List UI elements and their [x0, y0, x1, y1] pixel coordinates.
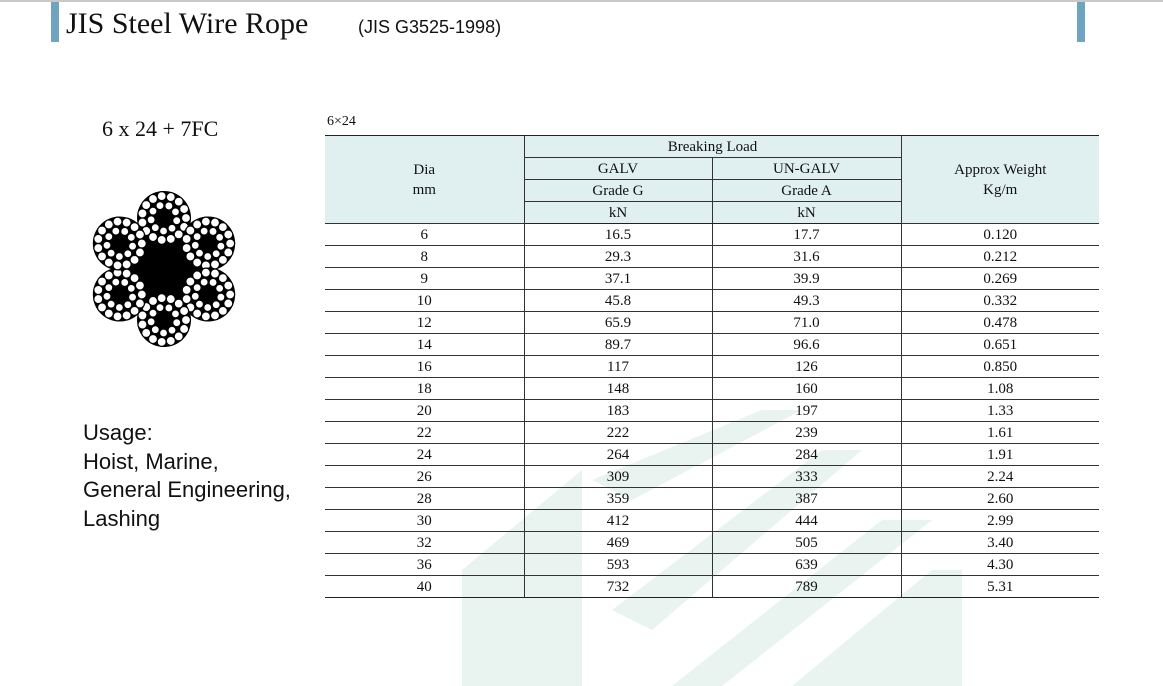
dia-cell: 24 — [325, 444, 524, 466]
weight-cell: 1.91 — [901, 444, 1099, 466]
outer-wire-shape — [157, 235, 166, 244]
ungalv-breaking-load-cell: 387 — [712, 488, 901, 510]
outer-wire-shape — [224, 230, 233, 239]
usage-block — [83, 419, 291, 533]
inner-wire-shape — [115, 303, 123, 311]
inner-wire-shape — [103, 241, 111, 249]
galv-unit-header: kN — [524, 202, 712, 224]
weight-header-unit: Kg/m — [983, 181, 1018, 198]
dia-cell: 26 — [325, 466, 524, 488]
page-title: JIS Steel Wire Rope — [66, 7, 309, 40]
table-row — [325, 532, 1099, 554]
usage-line-2: General Engineering, — [83, 477, 291, 502]
breaking-load-table — [325, 135, 1099, 598]
outer-wire-shape — [138, 320, 147, 329]
inner-wire-shape — [149, 309, 157, 317]
ungalv-breaking-load-cell: 160 — [712, 378, 901, 400]
inner-wire-shape — [171, 208, 179, 216]
inner-wire-shape — [129, 293, 137, 301]
outer-wire-shape — [94, 244, 103, 253]
inner-wire-shape — [129, 242, 137, 250]
outer-wire-shape — [182, 234, 191, 243]
outer-wire-shape — [142, 328, 151, 337]
inner-wire-shape — [107, 249, 115, 257]
outer-wire-shape — [182, 244, 191, 253]
outer-wire-shape — [180, 307, 189, 316]
table-row — [325, 400, 1099, 422]
inner-wire-shape — [165, 304, 173, 312]
inner-wire-shape — [168, 326, 176, 334]
table-row — [325, 312, 1099, 334]
weight-cell: 0.120 — [901, 224, 1099, 246]
inner-wire-shape — [160, 227, 168, 235]
ungalv-breaking-load-cell: 31.6 — [712, 246, 901, 268]
table-row — [325, 422, 1099, 444]
outer-wire-shape — [113, 261, 122, 270]
ungalv-breaking-load-cell: 789 — [712, 576, 901, 598]
inner-wire-shape — [191, 292, 199, 300]
outer-wire-shape — [135, 230, 144, 239]
outer-wire-shape — [138, 209, 147, 218]
outer-wire-shape — [98, 303, 107, 312]
weight-cell: 2.60 — [901, 488, 1099, 510]
inner-wire-shape — [171, 310, 179, 318]
inner-wire-shape — [191, 241, 199, 249]
ungalv-breaking-load-cell: 197 — [712, 400, 901, 422]
galv-breaking-load-cell: 37.1 — [524, 268, 712, 290]
ungalv-breaking-load-cell: 39.9 — [712, 268, 901, 290]
inner-wire-shape — [127, 284, 135, 292]
grade-g-header: Grade G — [524, 180, 712, 202]
galv-breaking-load-cell: 183 — [524, 400, 712, 422]
table-body — [325, 224, 1099, 598]
outer-wire-shape — [149, 194, 158, 203]
inner-wire-shape — [168, 224, 176, 232]
inner-wire-shape — [121, 227, 129, 235]
outer-wire-shape — [137, 290, 146, 299]
outer-wire-shape — [193, 220, 202, 229]
inner-wire-shape — [160, 329, 168, 337]
outer-wire-shape — [180, 205, 189, 214]
inner-wire-shape — [216, 284, 224, 292]
outer-wire-shape — [166, 336, 175, 345]
inner-wire-shape — [212, 301, 220, 309]
galv-breaking-load-cell: 65.9 — [524, 312, 712, 334]
inner-wire-shape — [112, 227, 120, 235]
inner-wire-shape — [127, 233, 135, 241]
inner-wire-shape — [195, 300, 203, 308]
outer-wire-shape — [182, 285, 191, 294]
breaking-load-header: Breaking Load — [524, 136, 901, 158]
ungalv-header: UN-GALV — [712, 158, 901, 180]
outer-wire-shape — [210, 260, 219, 269]
inner-wire-shape — [200, 278, 208, 286]
weight-header-label: Approx Weight — [954, 161, 1047, 178]
outer-wire-shape — [201, 312, 210, 321]
dia-cell: 28 — [325, 488, 524, 510]
outer-wire-shape — [94, 285, 103, 294]
title-accent-bar-right — [1077, 2, 1085, 42]
weight-cell: 1.61 — [901, 422, 1099, 444]
inner-wire-shape — [193, 233, 201, 241]
galv-breaking-load-cell: 89.7 — [524, 334, 712, 356]
galv-breaking-load-cell: 469 — [524, 532, 712, 554]
table-row — [325, 510, 1099, 532]
table-caption: 6×24 — [327, 114, 356, 129]
weight-cell: 5.31 — [901, 576, 1099, 598]
weight-cell: 0.212 — [901, 246, 1099, 268]
inner-wire-shape — [195, 249, 203, 257]
ungalv-breaking-load-cell: 96.6 — [712, 334, 901, 356]
outer-wire-shape — [113, 312, 122, 321]
table-row — [325, 246, 1099, 268]
galv-breaking-load-cell: 264 — [524, 444, 712, 466]
table-row — [325, 466, 1099, 488]
outer-wire-shape — [224, 281, 233, 290]
ungalv-breaking-load-cell: 639 — [712, 554, 901, 576]
strand-core-shape — [113, 288, 127, 302]
dia-cell: 9 — [325, 268, 524, 290]
inner-wire-shape — [115, 252, 123, 260]
table-row — [325, 576, 1099, 598]
weight-cell: 2.99 — [901, 510, 1099, 532]
table-row — [325, 444, 1099, 466]
ungalv-breaking-load-cell: 239 — [712, 422, 901, 444]
weight-column-header — [901, 136, 1099, 224]
inner-wire-shape — [204, 303, 212, 311]
weight-cell: 0.332 — [901, 290, 1099, 312]
strand-core-shape — [113, 237, 127, 251]
inner-wire-shape — [193, 284, 201, 292]
inner-wire-shape — [209, 278, 217, 286]
ungalv-breaking-load-cell: 17.7 — [712, 224, 901, 246]
galv-breaking-load-cell: 16.5 — [524, 224, 712, 246]
outer-wire-shape — [201, 268, 210, 277]
table-row — [325, 488, 1099, 510]
wire-rope-cross-section-icon — [76, 176, 256, 366]
dia-cell: 16 — [325, 356, 524, 378]
table-row — [325, 356, 1099, 378]
galv-header: GALV — [524, 158, 712, 180]
outer-wire-shape — [94, 295, 103, 304]
outer-wire-shape — [166, 234, 175, 243]
outer-wire-shape — [186, 252, 195, 261]
dia-cell: 36 — [325, 554, 524, 576]
weight-cell: 4.30 — [901, 554, 1099, 576]
outer-wire-shape — [182, 214, 191, 223]
galv-breaking-load-cell: 412 — [524, 510, 712, 532]
outer-wire-shape — [157, 294, 166, 303]
dia-cell: 32 — [325, 532, 524, 554]
inner-wire-shape — [151, 224, 159, 232]
inner-wire-shape — [103, 292, 111, 300]
ungalv-breaking-load-cell: 284 — [712, 444, 901, 466]
outer-wire-shape — [104, 271, 113, 280]
galv-breaking-load-cell: 29.3 — [524, 246, 712, 268]
inner-wire-shape — [112, 278, 120, 286]
dia-cell: 8 — [325, 246, 524, 268]
usage-line-3: Lashing — [83, 505, 161, 531]
table-row — [325, 378, 1099, 400]
ungalv-breaking-load-cell: 505 — [712, 532, 901, 554]
table-header — [325, 136, 1099, 224]
strand-core-shape — [157, 313, 171, 327]
outer-wire-shape — [226, 239, 235, 248]
inner-wire-shape — [105, 233, 113, 241]
galv-breaking-load-cell: 359 — [524, 488, 712, 510]
inner-wire-shape — [200, 227, 208, 235]
inner-wire-shape — [217, 293, 225, 301]
dia-cell: 40 — [325, 576, 524, 598]
galv-breaking-load-cell: 593 — [524, 554, 712, 576]
usage-title: Usage: — [83, 420, 153, 445]
inner-wire-shape — [151, 326, 159, 334]
table-row — [325, 224, 1099, 246]
ungalv-breaking-load-cell: 71.0 — [712, 312, 901, 334]
inner-wire-shape — [124, 301, 132, 309]
weight-cell: 0.850 — [901, 356, 1099, 378]
inner-wire-shape — [147, 216, 155, 224]
ungalv-unit-header: kN — [712, 202, 901, 224]
outer-wire-shape — [137, 239, 146, 248]
title-accent-bar-left — [51, 2, 59, 42]
galv-breaking-load-cell: 732 — [524, 576, 712, 598]
standard-reference: (JIS G3525-1998) — [358, 17, 502, 37]
dia-column-header — [325, 136, 524, 224]
outer-wire-shape — [94, 234, 103, 243]
inner-wire-shape — [173, 319, 181, 327]
outer-wire-shape — [201, 217, 210, 226]
table-row — [325, 334, 1099, 356]
ungalv-breaking-load-cell: 333 — [712, 466, 901, 488]
inner-wire-shape — [216, 233, 224, 241]
inner-wire-shape — [105, 284, 113, 292]
weight-cell: 0.651 — [901, 334, 1099, 356]
outer-wire-shape — [157, 192, 166, 201]
inner-wire-shape — [156, 304, 164, 312]
galv-breaking-load-cell: 148 — [524, 378, 712, 400]
dia-cell: 18 — [325, 378, 524, 400]
inner-wire-shape — [209, 227, 217, 235]
inner-wire-shape — [147, 318, 155, 326]
weight-cell: 0.478 — [901, 312, 1099, 334]
galv-breaking-load-cell: 117 — [524, 356, 712, 378]
outer-wire-shape — [135, 281, 144, 290]
dia-cell: 30 — [325, 510, 524, 532]
ungalv-breaking-load-cell: 126 — [712, 356, 901, 378]
outer-wire-shape — [98, 252, 107, 261]
weight-cell: 0.269 — [901, 268, 1099, 290]
inner-wire-shape — [165, 202, 173, 210]
galv-breaking-load-cell: 222 — [524, 422, 712, 444]
inner-wire-shape — [124, 250, 132, 258]
ungalv-breaking-load-cell: 444 — [712, 510, 901, 532]
outer-wire-shape — [149, 296, 158, 305]
dia-cell: 14 — [325, 334, 524, 356]
outer-wire-shape — [122, 311, 131, 320]
dia-cell: 6 — [325, 224, 524, 246]
dia-header-label: Dia — [413, 161, 436, 178]
inner-wire-shape — [121, 278, 129, 286]
outer-wire-shape — [226, 290, 235, 299]
weight-cell: 3.40 — [901, 532, 1099, 554]
outer-wire-shape — [104, 220, 113, 229]
dia-header-unit: mm — [412, 181, 436, 198]
outer-wire-shape — [193, 271, 202, 280]
inner-wire-shape — [217, 242, 225, 250]
usage-line-1: Hoist, Marine, — [83, 448, 219, 474]
dia-cell: 20 — [325, 400, 524, 422]
grade-a-header: Grade A — [712, 180, 901, 202]
inner-wire-shape — [173, 217, 181, 225]
outer-wire-shape — [210, 311, 219, 320]
top-rule — [0, 0, 1163, 2]
outer-wire-shape — [157, 337, 166, 346]
strand-core-shape — [201, 237, 215, 251]
table-row — [325, 268, 1099, 290]
ungalv-breaking-load-cell: 49.3 — [712, 290, 901, 312]
strand-core-shape — [201, 288, 215, 302]
galv-breaking-load-cell: 45.8 — [524, 290, 712, 312]
outer-wire-shape — [113, 217, 122, 226]
table-row — [325, 290, 1099, 312]
dia-cell: 22 — [325, 422, 524, 444]
weight-cell: 1.33 — [901, 400, 1099, 422]
dia-cell: 12 — [325, 312, 524, 334]
outer-wire-shape — [122, 260, 131, 269]
inner-wire-shape — [212, 250, 220, 258]
weight-cell: 2.24 — [901, 466, 1099, 488]
inner-wire-shape — [149, 207, 157, 215]
galv-breaking-load-cell: 309 — [524, 466, 712, 488]
inner-wire-shape — [107, 300, 115, 308]
inner-wire-shape — [156, 202, 164, 210]
dia-cell: 10 — [325, 290, 524, 312]
outer-wire-shape — [182, 316, 191, 325]
weight-cell: 1.08 — [901, 378, 1099, 400]
table-row — [325, 554, 1099, 576]
rope-construction-label: 6 x 24 + 7FC — [102, 116, 219, 141]
strand-core-shape — [157, 211, 171, 225]
inner-wire-shape — [204, 252, 212, 260]
